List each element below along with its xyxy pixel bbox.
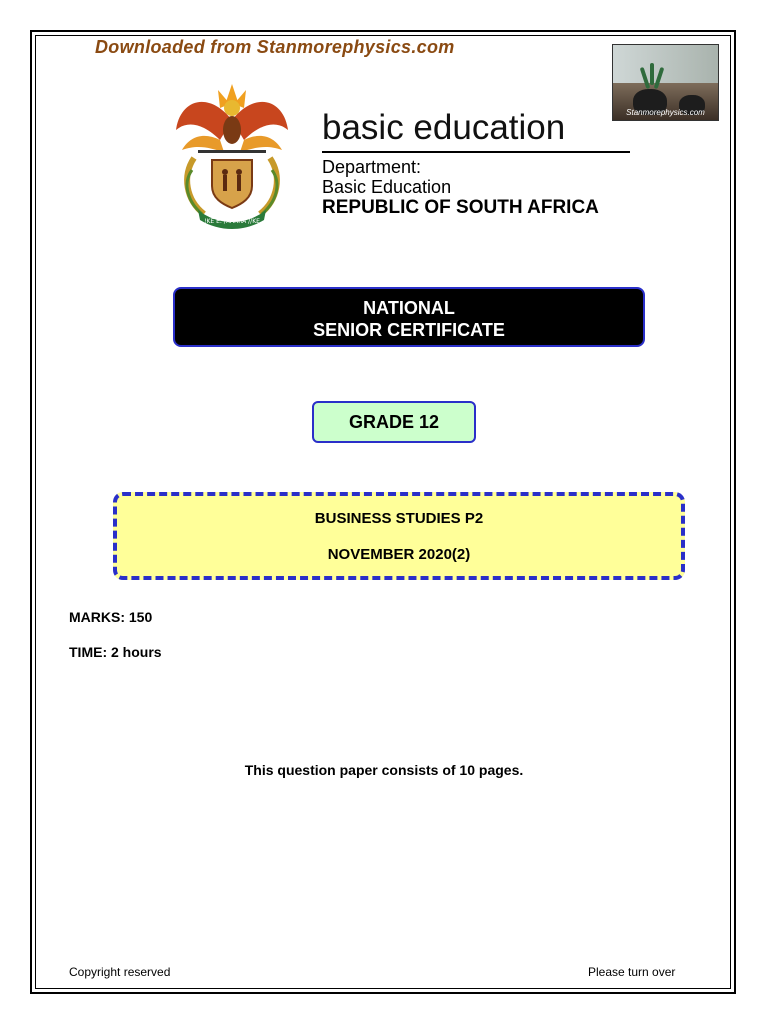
turn-over-footer: Please turn over — [588, 965, 676, 979]
certificate-line-2: SENIOR CERTIFICATE — [313, 320, 505, 340]
national-senior-certificate-box — [173, 287, 645, 347]
grade-box: GRADE 12 — [312, 401, 476, 443]
copyright-footer: Copyright reserved — [69, 965, 171, 979]
exam-session: NOVEMBER 2020(2) — [327, 546, 471, 563]
photo-window-background — [613, 45, 718, 83]
marks-info: MARKS: 150 — [69, 609, 153, 625]
brand-underline — [322, 151, 630, 153]
country-name: REPUBLIC OF SOUTH AFRICA — [322, 197, 599, 218]
subject-title: BUSINESS STUDIES P2 — [314, 510, 484, 527]
stanmorephysics-photo — [612, 44, 719, 121]
photo-caption: Stanmorephysics.com — [626, 108, 705, 117]
crest-motto: !KE E: /XARRA //KE — [204, 218, 260, 225]
certificate-line-1: NATIONAL — [363, 298, 455, 318]
pages-note: This question paper consists of 10 pages. — [244, 762, 524, 778]
department-label: Department: — [322, 157, 422, 177]
time-info: TIME: 2 hours — [69, 644, 162, 660]
subject-box — [113, 492, 685, 580]
download-source-text: Downloaded from Stanmorephysics.com — [95, 37, 455, 57]
basic-education-brand: basic education — [322, 108, 566, 147]
coat-of-arms-icon — [168, 80, 296, 230]
department-name: Basic Education — [322, 177, 452, 197]
plant-leaf-icon — [650, 63, 654, 85]
